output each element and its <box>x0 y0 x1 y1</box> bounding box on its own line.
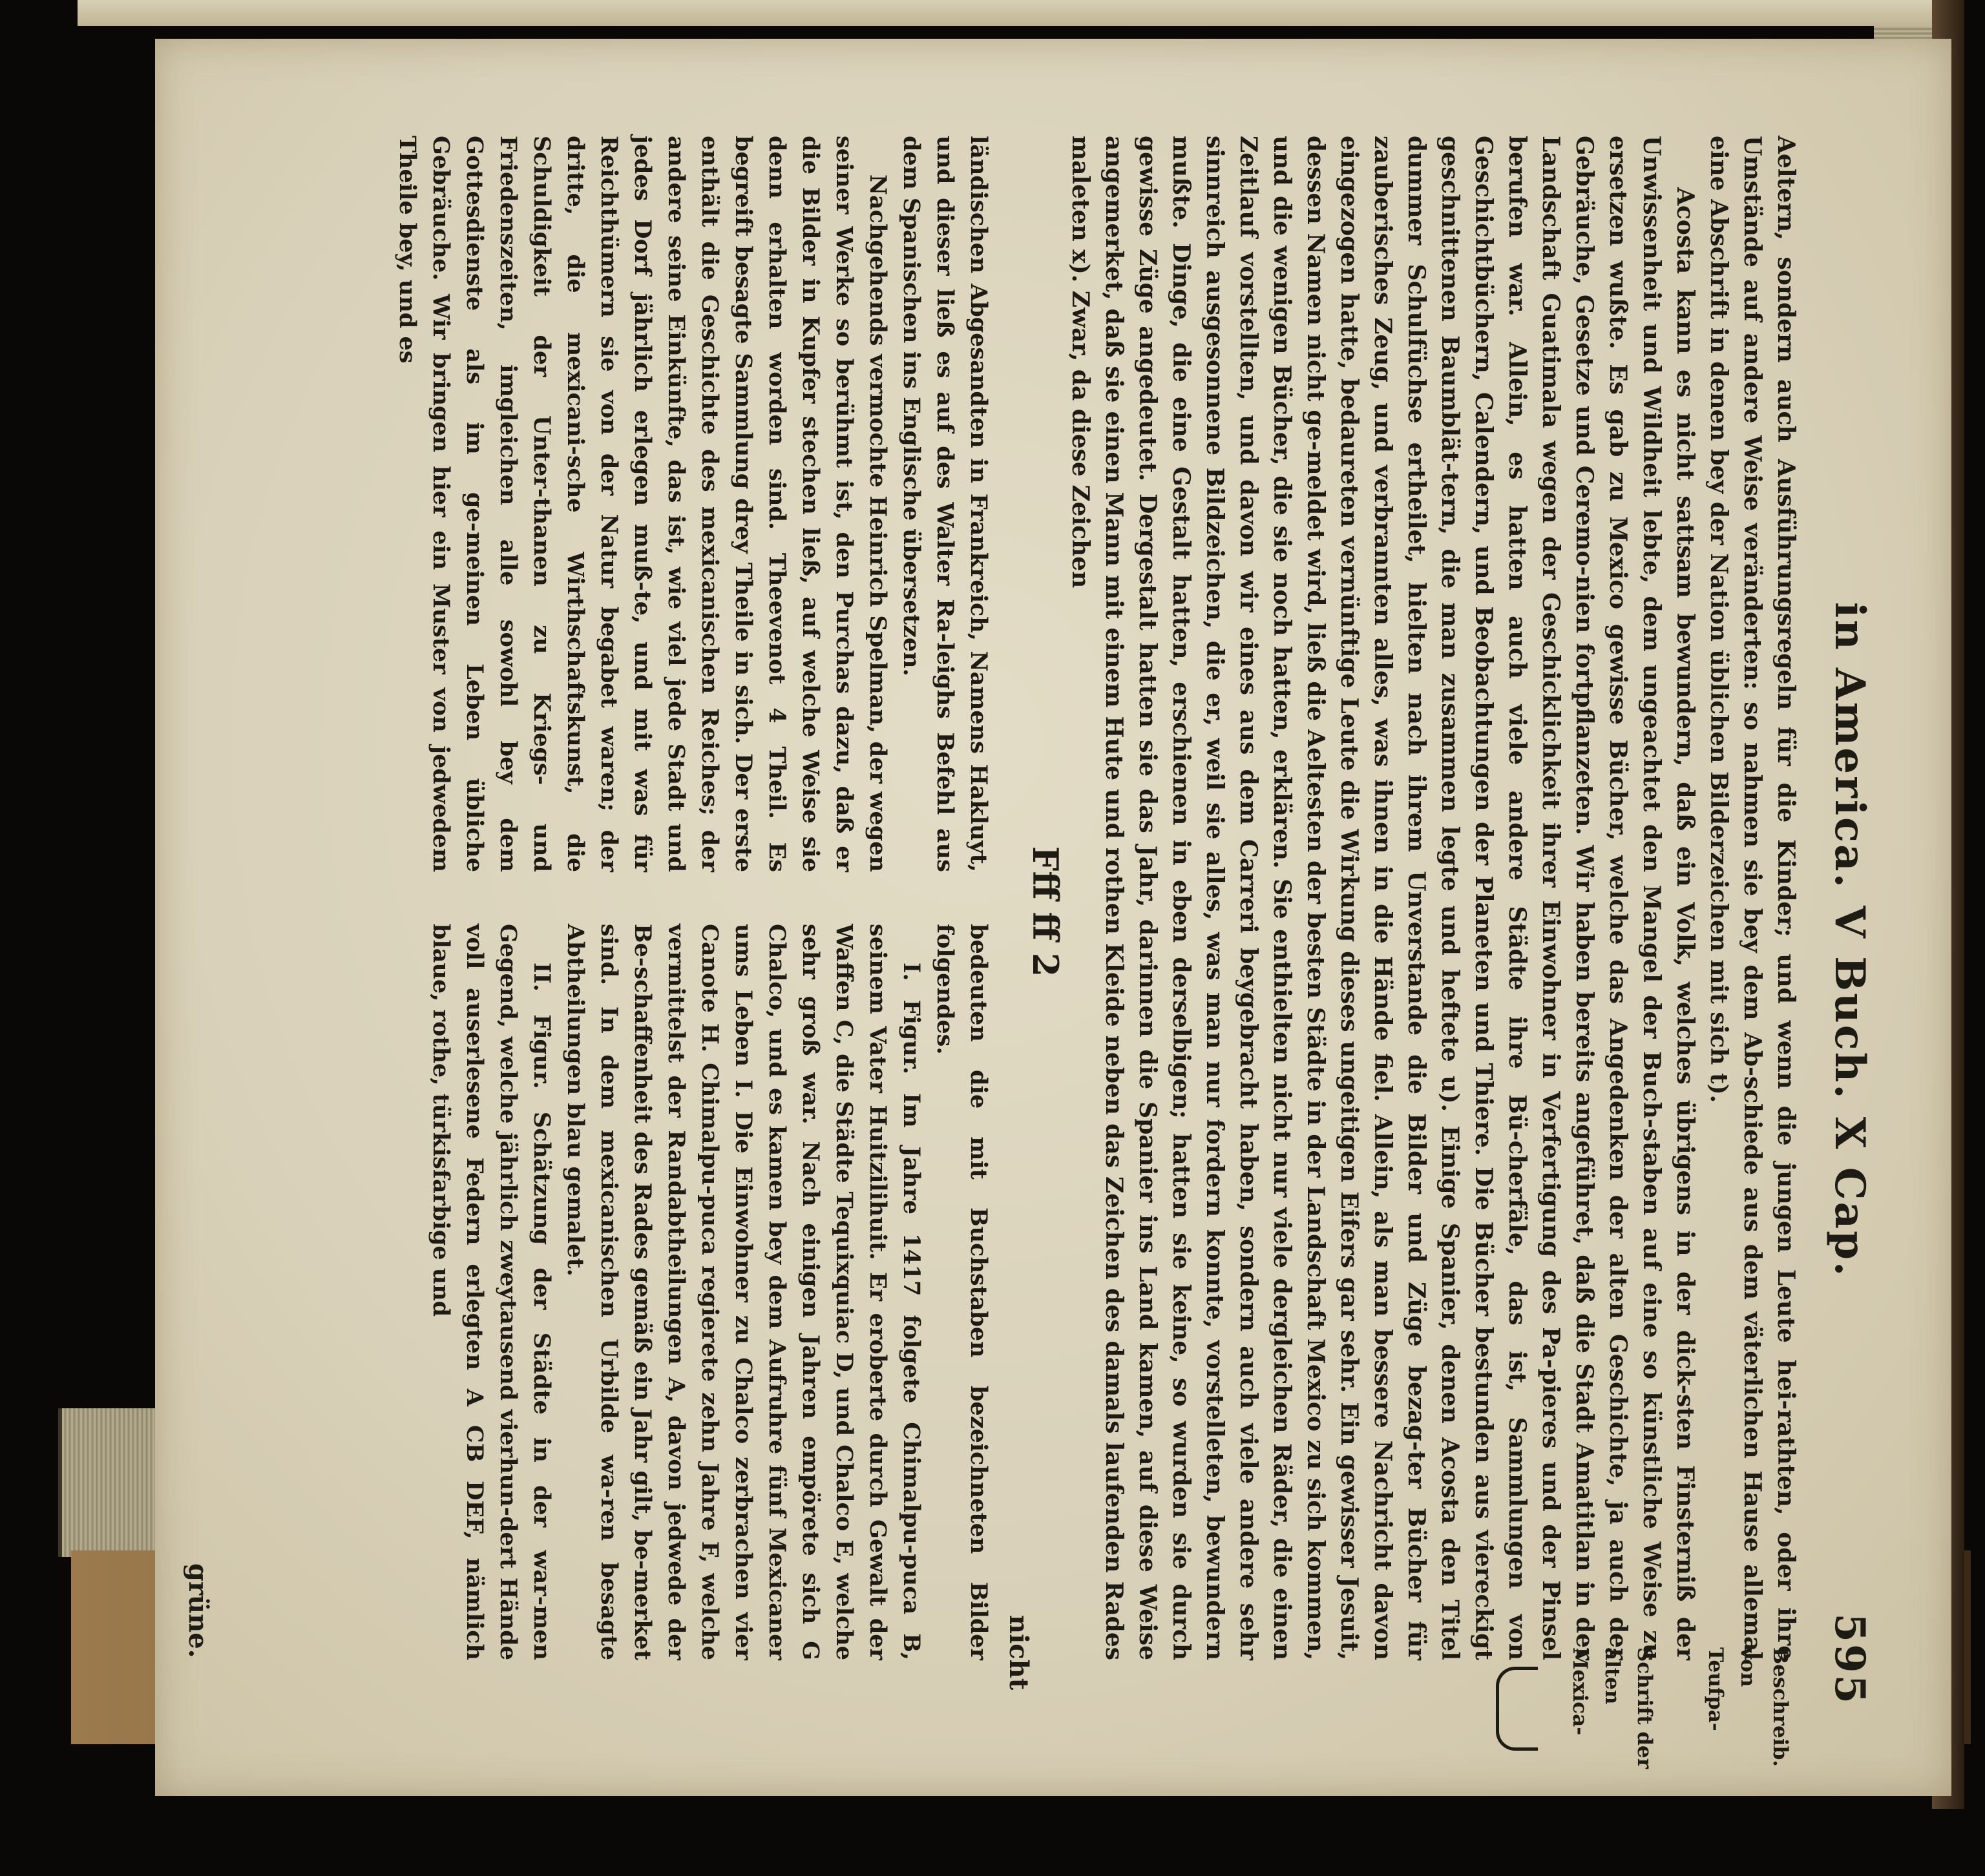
running-head-title: in America. V Buch. X Cap. <box>1825 601 1874 1278</box>
right-column-para-2: I. Figur. Im Jahre 1417 folgete Chimalpu-puca B, seinem Vater Huitzilihuit. Er eroberte durch Gewalt der Waffen C, die Städte Tequixquiac D, und Chalco E, welche sehr groß war. Nach einigen Jahren empörete sich G Chalco, und es kamen bey dem Aufruhre fünf Mexicaner ums Leben I. Die Einwohner zu Chalco zerbrachen vier Canote H. Chimalpu-puca regierete zehn Jahre F, welche vermittelst der Randabtheilungen A, davon jedwede der Be-schaffenheit des Rades gemäß ein Jahr gilt, be-merket sind. In dem mexicanischen Urbilde wa-ren besagte Abtheilungen blau gemalet. <box>562 924 925 1660</box>
right-column <box>424 924 995 1660</box>
left-column-para-2: Nachgehends vermochte Heinrich Spelman, der wegen seiner Werke so berühmt ist, den Purchas dazu, daß er die Bilder in Kupfer stechen ließ, auf welche Weise sie denn erhalten worden sind. Theevenot 4 Theil. Es begreift besagte Sammlung drey Theile in sich. Der erste enthält die Geschichte des mexicanischen Reiches; der andere seine Einkünfte, das ist, wie viel jede Stadt und jedes Dorf jährlich erlegen muß-te, und mit was für Reichthümern sie von der Natur begabet waren; der dritte, die mexicani-sche Wirthschaftskunst, die Schuldigkeit der Unter-thanen zu Kriegs- und Friedenszeiten, imgleichen alle sowohl bey dem Gottesdienste als im ge-meinen Leben übliche Gebräuche. Wir bringen hier ein Muster von jedwedem Theile bey, und es <box>394 136 891 872</box>
book-page-rotated <box>78 39 1951 1796</box>
right-column-para-1: bedeuten die mit Buchstaben bezeichneten Bilder folgendes. <box>932 924 992 1660</box>
signature-mark: Fff ff 2 <box>1025 846 1066 977</box>
paragraph-2: Acosta kann es nicht sattsam bewundern, daß ein Volk, welches übrigens in der dick-sten Finsterniß der Unwissenheit und Wildheit lebte, dem ungeachtet den Mangel der Buch-staben auf eine so künstliche Weise zu ersetzen wußte. Es gab zu Mexico gewisse Bücher, welche das Angedenken der alten Geschichte, ja auch der Gebräuche, Gesetze und Ceremo-nien fortpflanzeten. Wir haben bereits angeführet, daß die Stadt Amatitlan in der Landschaft Guatimala wegen der Geschicklichkeit ihrer Einwohner in Verfertigung des Pa-pieres und der Pinsel berufen war. Allein, es hatten auch viele andere Städte ihre Bü-cherfäle, das ist, Sammlungen von Geschichtbüchern, Calendern, und Beobachtungen der Planeten und Thiere. Die Bücher bestunden aus viereckigt geschnittenen Baumblät-tern, die man zusammen legte und heftete u). Einige Spanier, denen Acosta den Titel dummer Schulfüchse ertheilet, hielten nach ihrem Unverstande die Bilder und Züge bezag-ter Bücher für zauberisches Zeug, und verbrannten alles, was ihnen in die Hände fiel. Allein, als man bessere Nachricht davon eingezogen hatte, bedaureten vernünftige Leute die Wirkung dieses ungeitigen Eifers gar sehr. Ein gewisser Jesuit, dessen Namen nicht ge-meldet wird, ließ die Aeltesten der besten Städte in der Landschaft Mexico zu sich kommen, und die wenigen Bücher, die sie noch hatten, erklären. Sie enthielten nicht nur viele dergleichen Räder, die einen Zeitlauf vorstellten, und davon wir eines aus dem Carreri beygebracht haben, sondern auch viele andere sehr sinnreich ausgesonnene Bildzeichen, die er, weil sie alles, was man nur fordern konnte, vorstelleten, bewundern mußte. Dinge, die eine Gestalt hatten, erschienen in eben derselbigen; hatten sie keine, so wurden sie durch gewisse Züge angedeutet. Dergestalt hatten sie das Jahr, darinnen die Spanier ins Land kamen, auf diese Weise angemerket, daß sie einen Mann mit einem Hute und rothen Kleide neben das Zeichen des damals laufenden Rades maleten x). Zwar, da diese Zeichen <box>1067 136 1699 1660</box>
left-column-para-1: ländischen Abgesandten in Frankreich, Namens Hakluyt, und dieser ließ es auf des Walter Ra-leighs Befehl aus dem Spanischen ins Englische übersetzen. <box>898 136 992 872</box>
running-head <box>1822 174 1874 1705</box>
margin-note-description: Beschreib. von Teufpa- <box>1704 1647 1792 1767</box>
margin-notes <box>1525 1647 1796 1770</box>
page-number: 595 <box>1825 1613 1874 1705</box>
catchword: grüne. <box>183 1563 213 1658</box>
facing-page-edge <box>78 0 1938 26</box>
main-text-block <box>1064 136 1803 1660</box>
footnote-columns <box>220 136 995 1660</box>
catchword-main: nicht <box>1003 1615 1034 1691</box>
left-column <box>390 136 995 872</box>
book-page <box>155 39 1951 1796</box>
paragraph-1: Aeltern, sondern auch Ausführungsregeln für die Kinder; und wenn die jungen Leute hei-rathten, oder ihre Umstände auf andere Weise veränderten: so nahmen sie bey dem Ab-schiede aus dem väterlichen Hause allemal eine Abschrift in denen bey der Nation üblichen Bilderzeichen mit sich t). <box>1705 136 1800 1660</box>
right-column-para-3: II. Figur. Schätzung der Städte in der war-men Gegend, welche jährlich zweytausend vierhun-dert Hände voll auserlesene Federn erlegten A CB DEF, nämlich blaue, rothe, türkisfarbige und <box>428 924 555 1660</box>
margin-note-script: Schrift der alten Mexica- <box>1568 1647 1656 1769</box>
margin-brace-icon <box>1496 1667 1538 1751</box>
